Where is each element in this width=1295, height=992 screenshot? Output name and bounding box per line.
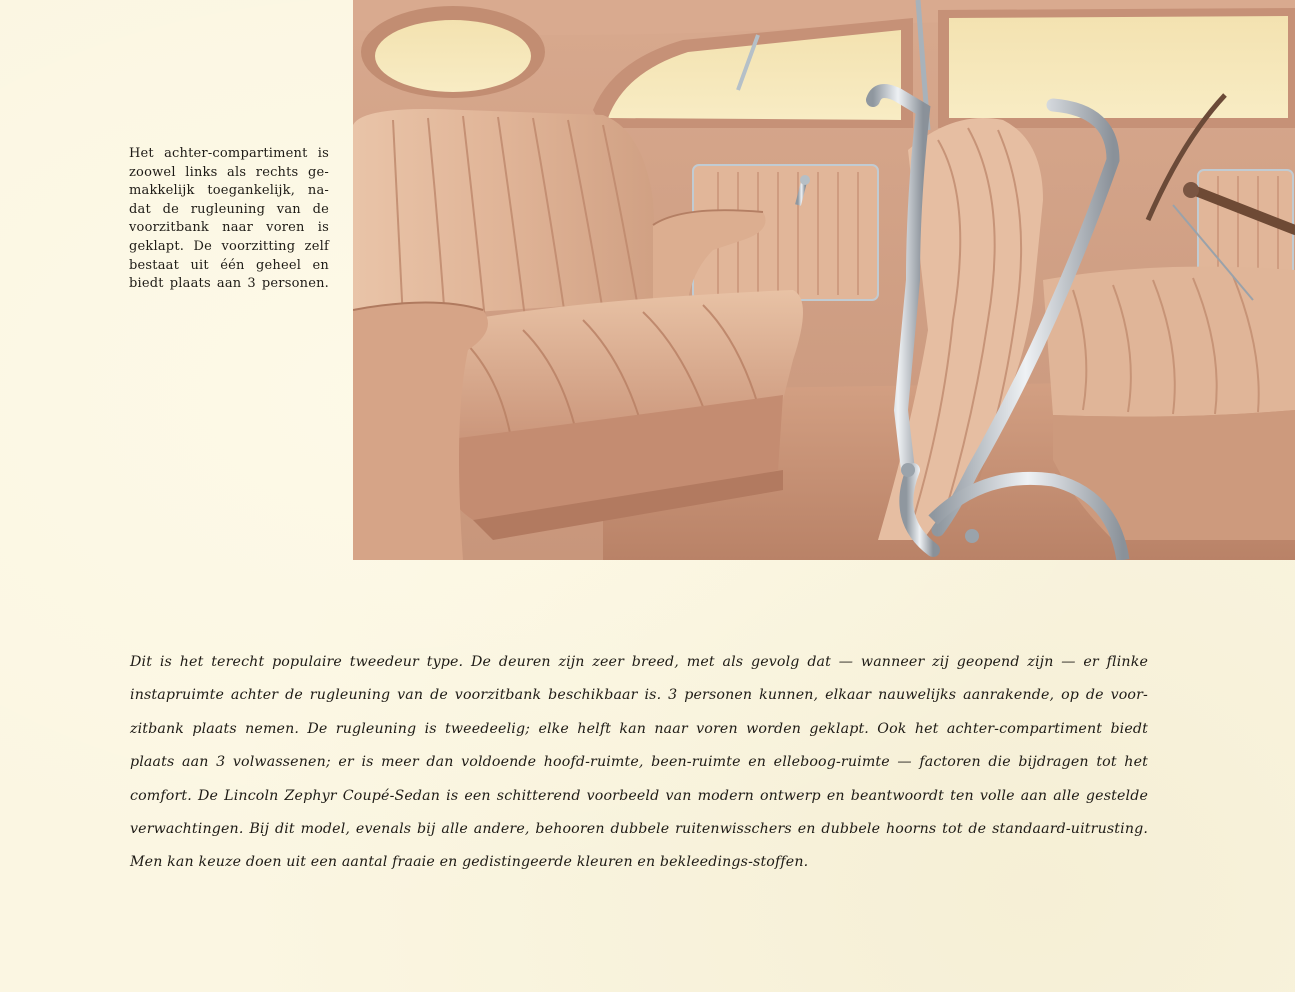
paragraph-line: verwachtingen. Bij dit model, evenals bij alle andere, behooren dubbele ruitenwisschers en dubbele hoorns tot de standaard-uitrusting. (130, 821, 1148, 838)
paragraph-line: Men kan keuze doen uit een aantal fraaie en gedistingeerde kleuren en bekleedings-stoffen. (130, 854, 809, 871)
caption-line: bestaat uit één geheel en (129, 257, 329, 273)
illustration-caption (129, 145, 329, 294)
caption-line: Het achter-compartiment is (129, 146, 329, 161)
paragraph-line: Dit is het terecht populaire tweedeur type. De deuren zijn zeer breed, met als gevolg dat — wanneer zij geopend zijn — er flinke (130, 654, 1148, 670)
interior-drawing (353, 0, 1295, 560)
caption-line: voorzitbank naar voren is (129, 220, 329, 236)
paragraph-line: instapruimte achter de rugleuning van de voorzitbank beschikbaar is. 3 personen kunnen, elkaar nauwelijks aanrakende, op de voor- (130, 687, 1148, 704)
paragraph-line: zitbank plaats nemen. De rugleuning is tweedeelig; elke helft kan naar voren worden geklapt. Ook het achter-compartiment biedt (130, 720, 1148, 737)
caption-line: biedt plaats aan 3 personen. (129, 276, 329, 292)
caption-line: makkelijk toegankelijk, na- (129, 183, 329, 199)
paragraph-line: comfort. De Lincoln Zephyr Coupé-Sedan is een schitterend voorbeeld van modern ontwerp en beantwoordt ten volle aan alle gestelde (130, 787, 1148, 804)
car-interior-illustration (353, 0, 1295, 560)
paragraph-line: plaats aan 3 volwassenen; er is meer dan voldoende hoofd-ruimte, been-ruimte en elleboog-ruimte — factoren die bijdragen tot het (130, 754, 1148, 771)
caption-line: zoowel links als rechts ge- (129, 164, 329, 180)
caption-line: dat de rugleuning van de (129, 201, 329, 217)
description-paragraph (130, 646, 1148, 880)
caption-line: geklapt. De voorzitting zelf (129, 238, 329, 254)
